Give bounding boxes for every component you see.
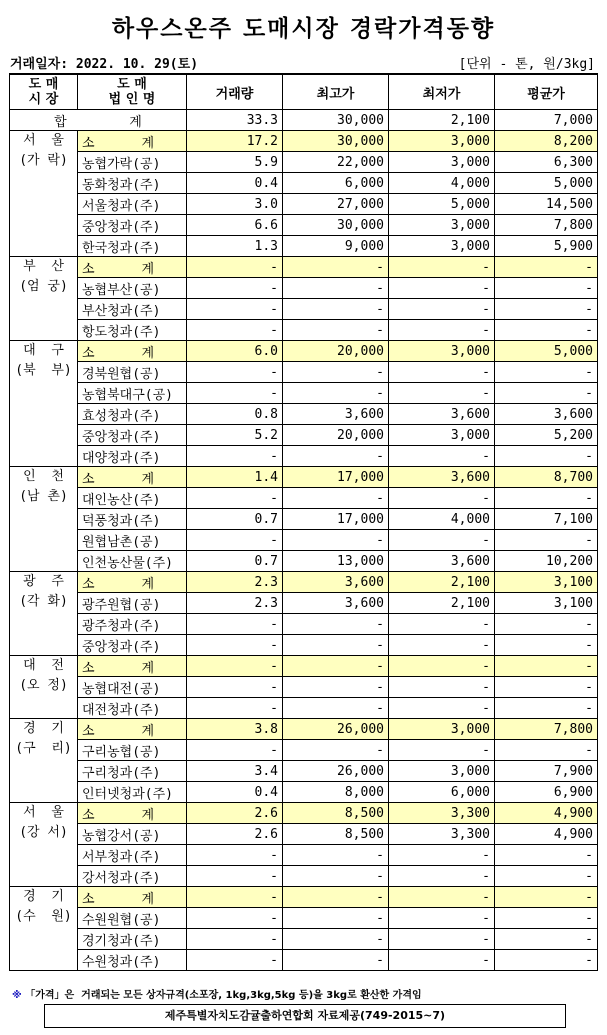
volume-cell: 6.0	[187, 341, 283, 362]
avg-price-cell: 3,100	[495, 572, 598, 593]
volume-cell: 17.2	[187, 131, 283, 152]
firm-name: 광주원협(공)	[78, 593, 187, 614]
max-price-cell: -	[283, 887, 389, 908]
max-price-cell: -	[283, 446, 389, 467]
header-avg: 평균가	[495, 74, 598, 110]
volume-cell: 6.6	[187, 215, 283, 236]
firm-name: 소 계	[78, 467, 187, 488]
min-price-cell: 3,300	[389, 803, 495, 824]
table-row	[10, 929, 598, 950]
avg-price-cell: 6,900	[495, 782, 598, 803]
avg-price-cell: -	[495, 257, 598, 278]
footnote	[12, 986, 422, 1001]
table-row	[10, 677, 598, 698]
avg-price-cell: -	[495, 656, 598, 677]
firm-name: 광주청과(주)	[78, 614, 187, 635]
min-price-cell: -	[389, 362, 495, 383]
volume-cell: -	[187, 950, 283, 971]
min-price-cell: 4,000	[389, 173, 495, 194]
table-row	[10, 698, 598, 719]
table-row	[10, 509, 598, 530]
volume-cell: -	[187, 446, 283, 467]
min-price-cell: -	[389, 929, 495, 950]
avg-price-cell: -	[495, 362, 598, 383]
min-price-cell: -	[389, 383, 495, 404]
table-row	[10, 845, 598, 866]
max-price-cell: 20,000	[283, 341, 389, 362]
volume-cell: -	[187, 656, 283, 677]
max-price-cell: 30,000	[283, 215, 389, 236]
header-firm: 도 매 법 인 명	[78, 74, 187, 110]
firm-name: 수원원협(공)	[78, 908, 187, 929]
firm-name: 중앙청과(주)	[78, 215, 187, 236]
max-price-cell: -	[283, 677, 389, 698]
max-price-cell: 8,000	[283, 782, 389, 803]
volume-cell: 5.9	[187, 152, 283, 173]
min-price-cell: -	[389, 614, 495, 635]
firm-name: 소 계	[78, 341, 187, 362]
header-max: 최고가	[283, 74, 389, 110]
min-price-cell: -	[389, 320, 495, 341]
avg-price-cell: -	[495, 698, 598, 719]
firm-name: 대전청과(주)	[78, 698, 187, 719]
volume-cell: -	[187, 362, 283, 383]
avg-price-cell: 14,500	[495, 194, 598, 215]
min-price-cell: -	[389, 887, 495, 908]
avg-price-cell: -	[495, 887, 598, 908]
max-price-cell: -	[283, 614, 389, 635]
min-price-cell: -	[389, 866, 495, 887]
avg-price-cell: 7,900	[495, 761, 598, 782]
unit-label: [단위 - 톤, 원/3kg]	[458, 57, 595, 72]
min-price-cell: -	[389, 530, 495, 551]
firm-name: 서부청과(주)	[78, 845, 187, 866]
table-row	[10, 299, 598, 320]
firm-name: 농협부산(공)	[78, 278, 187, 299]
firm-name: 구리청과(주)	[78, 761, 187, 782]
avg-price-cell: -	[495, 530, 598, 551]
volume-cell: 1.4	[187, 467, 283, 488]
max-price-cell: 30,000	[283, 131, 389, 152]
volume-cell: 3.8	[187, 719, 283, 740]
header-row	[10, 74, 598, 110]
max-price-cell: -	[283, 635, 389, 656]
market-name: 광 주 (각 화)	[10, 572, 78, 656]
volume-cell: 0.8	[187, 404, 283, 425]
min-price-cell: -	[389, 950, 495, 971]
firm-name: 원협남촌(공)	[78, 530, 187, 551]
firm-name: 부산청과(주)	[78, 299, 187, 320]
max-price-cell: 13,000	[283, 551, 389, 572]
subtotal-row	[10, 887, 598, 908]
avg-price-cell: -	[495, 740, 598, 761]
avg-price-cell: -	[495, 278, 598, 299]
header-market: 도 매 시 장	[10, 74, 78, 110]
firm-name: 농협가락(공)	[78, 152, 187, 173]
table-row	[10, 635, 598, 656]
min-price-cell: 6,000	[389, 782, 495, 803]
volume-cell: -	[187, 278, 283, 299]
avg-price-cell: -	[495, 929, 598, 950]
min-price-cell: 3,000	[389, 425, 495, 446]
min-price-cell: 3,600	[389, 404, 495, 425]
min-price-cell: 3,000	[389, 341, 495, 362]
min-price-cell: 4,000	[389, 509, 495, 530]
volume-cell: -	[187, 299, 283, 320]
avg-price-cell: -	[495, 845, 598, 866]
avg-price-cell: 7,100	[495, 509, 598, 530]
max-price-cell: -	[283, 698, 389, 719]
volume-cell: 2.6	[187, 803, 283, 824]
firm-name: 수원청과(주)	[78, 950, 187, 971]
header-volume: 거래량	[187, 74, 283, 110]
header-min: 최저가	[389, 74, 495, 110]
max-price-cell: 17,000	[283, 509, 389, 530]
volume-cell: 1.3	[187, 236, 283, 257]
firm-name: 중앙청과(주)	[78, 425, 187, 446]
min-price-cell: 5,000	[389, 194, 495, 215]
avg-price-cell: -	[495, 383, 598, 404]
table-row	[10, 908, 598, 929]
table-row	[10, 866, 598, 887]
firm-name: 농협북대구(공)	[78, 383, 187, 404]
firm-name: 구리농협(공)	[78, 740, 187, 761]
volume-cell: 2.6	[187, 824, 283, 845]
table-row	[10, 278, 598, 299]
trade-date: 거래일자: 2022. 10. 29(토)	[10, 57, 199, 72]
total-label: 합 계	[10, 110, 187, 131]
firm-name: 농협강서(공)	[78, 824, 187, 845]
min-price-cell: 2,100	[389, 572, 495, 593]
total-min: 2,100	[389, 110, 495, 131]
firm-name: 소 계	[78, 803, 187, 824]
avg-price-cell: -	[495, 614, 598, 635]
min-price-cell: -	[389, 278, 495, 299]
min-price-cell: 3,000	[389, 215, 495, 236]
max-price-cell: 17,000	[283, 467, 389, 488]
market-name: 서 울 (강 서)	[10, 803, 78, 887]
volume-cell: -	[187, 845, 283, 866]
table-row	[10, 614, 598, 635]
max-price-cell: 3,600	[283, 404, 389, 425]
market-name: 서 울 (가 락)	[10, 131, 78, 257]
max-price-cell: 3,600	[283, 593, 389, 614]
table-row	[10, 824, 598, 845]
max-price-cell: -	[283, 488, 389, 509]
volume-cell: -	[187, 929, 283, 950]
firm-name: 덕풍청과(주)	[78, 509, 187, 530]
min-price-cell: -	[389, 908, 495, 929]
max-price-cell: -	[283, 929, 389, 950]
volume-cell: 0.4	[187, 173, 283, 194]
volume-cell: 2.3	[187, 593, 283, 614]
avg-price-cell: -	[495, 866, 598, 887]
min-price-cell: -	[389, 488, 495, 509]
firm-name: 동화청과(주)	[78, 173, 187, 194]
table-row	[10, 236, 598, 257]
max-price-cell: 22,000	[283, 152, 389, 173]
avg-price-cell: 7,800	[495, 719, 598, 740]
subtotal-row	[10, 656, 598, 677]
max-price-cell: -	[283, 362, 389, 383]
min-price-cell: -	[389, 446, 495, 467]
market-name: 경 기 (구 리)	[10, 719, 78, 803]
firm-name: 소 계	[78, 719, 187, 740]
max-price-cell: 26,000	[283, 761, 389, 782]
firm-name: 한국청과(주)	[78, 236, 187, 257]
avg-price-cell: 5,900	[495, 236, 598, 257]
firm-name: 소 계	[78, 131, 187, 152]
min-price-cell: 3,600	[389, 551, 495, 572]
avg-price-cell: 4,900	[495, 803, 598, 824]
firm-name: 소 계	[78, 887, 187, 908]
min-price-cell: 2,100	[389, 593, 495, 614]
table-row	[10, 950, 598, 971]
avg-price-cell: 7,800	[495, 215, 598, 236]
market-name: 대 전 (오 정)	[10, 656, 78, 719]
min-price-cell: -	[389, 845, 495, 866]
volume-cell: -	[187, 635, 283, 656]
table-row	[10, 383, 598, 404]
subtotal-row	[10, 341, 598, 362]
avg-price-cell: -	[495, 320, 598, 341]
firm-name: 효성청과(주)	[78, 404, 187, 425]
market-name: 대 구 (북 부)	[10, 341, 78, 467]
avg-price-cell: 6,300	[495, 152, 598, 173]
avg-price-cell: 5,000	[495, 173, 598, 194]
volume-cell: 3.4	[187, 761, 283, 782]
subtotal-row	[10, 803, 598, 824]
max-price-cell: -	[283, 530, 389, 551]
avg-price-cell: -	[495, 908, 598, 929]
table-row	[10, 425, 598, 446]
max-price-cell: 20,000	[283, 425, 389, 446]
market-name: 인 천 (남 촌)	[10, 467, 78, 572]
firm-name: 소 계	[78, 257, 187, 278]
avg-price-cell: 8,200	[495, 131, 598, 152]
firm-name: 중앙청과(주)	[78, 635, 187, 656]
table-row	[10, 215, 598, 236]
max-price-cell: -	[283, 383, 389, 404]
max-price-cell: 8,500	[283, 824, 389, 845]
firm-name: 인천농산물(주)	[78, 551, 187, 572]
subtotal-row	[10, 257, 598, 278]
volume-cell: -	[187, 698, 283, 719]
firm-name: 인터넷청과(주)	[78, 782, 187, 803]
volume-cell: 5.2	[187, 425, 283, 446]
max-price-cell: 3,600	[283, 572, 389, 593]
volume-cell: -	[187, 908, 283, 929]
max-price-cell: -	[283, 908, 389, 929]
table-row	[10, 446, 598, 467]
min-price-cell: 3,300	[389, 824, 495, 845]
volume-cell: -	[187, 488, 283, 509]
max-price-cell: -	[283, 950, 389, 971]
avg-price-cell: 5,200	[495, 425, 598, 446]
avg-price-cell: 3,600	[495, 404, 598, 425]
max-price-cell: 9,000	[283, 236, 389, 257]
table-row	[10, 404, 598, 425]
max-price-cell: 26,000	[283, 719, 389, 740]
page-title: 하우스온주 도매시장 경락가격동향	[111, 16, 496, 42]
firm-name: 서울청과(주)	[78, 194, 187, 215]
table-row	[10, 488, 598, 509]
table-row	[10, 320, 598, 341]
min-price-cell: -	[389, 257, 495, 278]
volume-cell: -	[187, 866, 283, 887]
min-price-cell: 3,000	[389, 131, 495, 152]
subtotal-row	[10, 467, 598, 488]
table-row	[10, 152, 598, 173]
note-mark: ※	[12, 990, 22, 1001]
max-price-cell: -	[283, 257, 389, 278]
price-table	[9, 73, 598, 971]
avg-price-cell: -	[495, 299, 598, 320]
subtotal-row	[10, 131, 598, 152]
market-name: 부 산 (엄 궁)	[10, 257, 78, 341]
source-credit: 제주특별자치도감귤출하연합회 자료제공(749-2015~7)	[44, 1004, 566, 1028]
avg-price-cell: 8,700	[495, 467, 598, 488]
max-price-cell: 6,000	[283, 173, 389, 194]
total-row	[10, 110, 598, 131]
volume-cell: 0.7	[187, 551, 283, 572]
avg-price-cell: 4,900	[495, 824, 598, 845]
min-price-cell: -	[389, 740, 495, 761]
firm-name: 경북원협(공)	[78, 362, 187, 383]
min-price-cell: -	[389, 299, 495, 320]
avg-price-cell: 5,000	[495, 341, 598, 362]
table-row	[10, 173, 598, 194]
max-price-cell: 27,000	[283, 194, 389, 215]
min-price-cell: 3,000	[389, 152, 495, 173]
table-row	[10, 194, 598, 215]
max-price-cell: -	[283, 320, 389, 341]
avg-price-cell: -	[495, 950, 598, 971]
total-max: 30,000	[283, 110, 389, 131]
avg-price-cell: 3,100	[495, 593, 598, 614]
firm-name: 소 계	[78, 572, 187, 593]
volume-cell: -	[187, 887, 283, 908]
table-row	[10, 761, 598, 782]
min-price-cell: 3,600	[389, 467, 495, 488]
min-price-cell: -	[389, 635, 495, 656]
subtotal-row	[10, 719, 598, 740]
volume-cell: -	[187, 530, 283, 551]
min-price-cell: -	[389, 698, 495, 719]
volume-cell: -	[187, 677, 283, 698]
firm-name: 소 계	[78, 656, 187, 677]
volume-cell: 3.0	[187, 194, 283, 215]
firm-name: 강서청과(주)	[78, 866, 187, 887]
firm-name: 대양청과(주)	[78, 446, 187, 467]
avg-price-cell: -	[495, 488, 598, 509]
min-price-cell: -	[389, 656, 495, 677]
min-price-cell: 3,000	[389, 719, 495, 740]
volume-cell: -	[187, 740, 283, 761]
table-row	[10, 362, 598, 383]
max-price-cell: -	[283, 656, 389, 677]
avg-price-cell: -	[495, 446, 598, 467]
avg-price-cell: 10,200	[495, 551, 598, 572]
volume-cell: -	[187, 257, 283, 278]
volume-cell: 0.4	[187, 782, 283, 803]
volume-cell: -	[187, 383, 283, 404]
avg-price-cell: -	[495, 635, 598, 656]
firm-name: 경기청과(주)	[78, 929, 187, 950]
table-row	[10, 782, 598, 803]
min-price-cell: -	[389, 677, 495, 698]
volume-cell: -	[187, 320, 283, 341]
table-row	[10, 740, 598, 761]
firm-name: 대인농산(주)	[78, 488, 187, 509]
max-price-cell: 8,500	[283, 803, 389, 824]
max-price-cell: -	[283, 845, 389, 866]
table-row	[10, 551, 598, 572]
table-row	[10, 530, 598, 551]
max-price-cell: -	[283, 740, 389, 761]
note-text: 「가격」은 거래되는 모든 상자규격(소포장, 1kg,3kg,5kg 등)을 3kg로 환산한 가격임	[25, 990, 422, 1001]
firm-name: 농협대전(공)	[78, 677, 187, 698]
min-price-cell: 3,000	[389, 236, 495, 257]
volume-cell: -	[187, 614, 283, 635]
avg-price-cell: -	[495, 677, 598, 698]
max-price-cell: -	[283, 278, 389, 299]
subtotal-row	[10, 572, 598, 593]
max-price-cell: -	[283, 299, 389, 320]
firm-name: 항도청과(주)	[78, 320, 187, 341]
total-volume: 33.3	[187, 110, 283, 131]
market-name: 경 기 (수 원)	[10, 887, 78, 971]
table-row	[10, 593, 598, 614]
volume-cell: 2.3	[187, 572, 283, 593]
total-avg: 7,000	[495, 110, 598, 131]
volume-cell: 0.7	[187, 509, 283, 530]
min-price-cell: 3,000	[389, 761, 495, 782]
max-price-cell: -	[283, 866, 389, 887]
